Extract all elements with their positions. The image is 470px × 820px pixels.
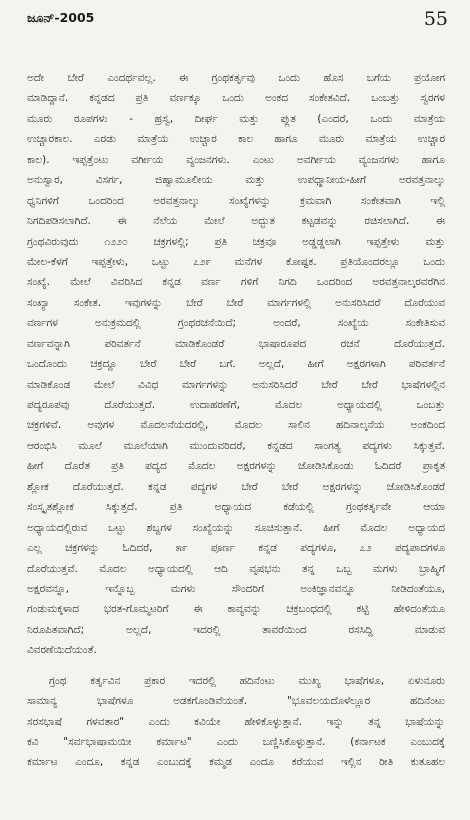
text-line: ಮೂರು ರೂಪಗಳು - ಹ್ರಸ್ವ, ದೀರ್ಘ ಮತ್ತು ಪ್ಲುತ (ಎಂದರೆ, ಒಂದು ಮಾತ್ರೆಯ [27,112,445,125]
text-line: ಉಚ್ಚಾರಕಾಲ. ಎರಡು ಮಾತ್ರೆಯ ಉಚ್ಚಾರ ಕಾಲ ಹಾಗೂ ಮೂರು ಮಾತ್ರೆಯ ಉಚ್ಚಾರ [27,133,445,146]
paragraph [27,68,445,661]
body-text [27,68,445,773]
text-line: ಗ್ರಂಥವಿರುವುದು ೧೨೨೦ ಚಕ್ರಗಳಲ್ಲಿ; ಪ್ರತಿ ಚಕ್ರವೂ ಅಡ್ಡಡ್ಡಲಾಗಿ ಇಪ್ಪತ್ತೇಳು ಮತ್ತು [27,235,445,248]
text-line: ವರ್ಣಗಳ ಅನುಕ್ರಮದಲ್ಲಿ ಗ್ರಂಥರಚನೆಯಿದೆ; ಅಂದರೆ, ಸಂಖ್ಯೆಯ ಸಂಕೇತಿಸುವ [27,317,445,330]
text-line: ಮಾಡಿದ್ದಾನೆ. ಕನ್ನಡದ ಪ್ರತಿ ವರ್ಣಕ್ಕೂ ಒಂದು ಅಂಕದ ಸಂಕೇತವಿದೆ. ಒಂಬತ್ತು ಸ್ವರಗಳ [27,92,445,105]
text-line: ಧ್ವನಿಗಳಿಗೆ ಒಂದರಿಂದ ಅರವತ್ತನಾಲ್ಕು ಸಂಖ್ಯೆಗಳನ್ನು ಕ್ರಮವಾಗಿ ಸಂಕೇತವಾಗಿ ಇಲ್ಲಿ [27,194,445,207]
text-line: ಗಂಡುಮಕ್ಕಳಾದ ಭರತ-ಗೊಮ್ಮಟರಿಗೆ ಈ ಕಾವ್ಯವನ್ನು ಚಕ್ರಬಂಧದಲ್ಲಿ ಕಟ್ಟಿ ಹೇಳಿದಂತೆಯೂ [27,603,445,616]
text-line: ಅಕ್ಷರವನ್ನೂ, ಇನ್ನೊಬ್ಬ ಮಗಳು ಸೌಂದರಿಗೆ ಅಂಕಿಜ್ಞಾನವನ್ನೂ ನೀಡಿದಂತೆಯೂ, [27,582,445,595]
text-line: ಸರಸಭಾಷೆ ಗಳವತಾರ" ಎಂದು ಕವಿಯೇ ಹೇಳಿಕೊಳ್ಳುತ್ತಾನೆ. ಇನ್ನು ತನ್ನ ಭಾಷೆಯನ್ನು [27,715,445,728]
text-line: ಅಧ್ಯಾಯದಲ್ಲಿರುವ ಒಟ್ಟು ಶಬ್ದಗಳ ಸಂಖ್ಯೆಯನ್ನು ಸೂಚಿಸುತ್ತಾನೆ. ಹೀಗೆ ಮೊದಲ ಅಧ್ಯಾಯದ [27,521,445,534]
text-line: ಮೇಲ-ಕೆಳಗೆ ಇಪ್ಪತ್ತೇಳು, ಒಟ್ಟು ೭೨೯ ಮನೆಗಳ ಕೋಷ್ಟಕ. ಪ್ರತಿಯೊಂದರಲ್ಲೂ ಒಂದು [27,255,445,268]
text-line: ಮಾಡಿಕೊಂಡ ಮೇಲೆ ವಿವಿಧ ಮಾರ್ಗಗಳನ್ನು ಅನುಸರಿಸಿದರೆ ಬೇರೆ ಬೇರೆ ಭಾಷೆಗಳಲ್ಲಿನ [27,378,445,391]
text-line: ದೊರೆಯುತ್ತವೆ. ಮೊದಲ ಅಧ್ಯಾಯದಲ್ಲಿ ಆದಿ ವೃಷಭನು ತನ್ನ ಒಬ್ಬ ಮಗಳು ಬ್ರಾಹ್ಮಿಗೆ [27,562,445,575]
text-line: ವರ್ಣವನ್ನಾಗಿ ಪರಿವರ್ತನೆ ಮಾಡಿಕೊಂಡರೆ ಭಾಷಾರೂಪದ ರಚನೆ ದೊರೆಯುತ್ತದೆ. [27,337,445,350]
text-line: ಸಂಸ್ಕೃತಶ್ಲೋಕ ಸಿಕ್ಕುತ್ತದೆ. ಪ್ರತಿ ಅಧ್ಯಾಯದ ಕಡೆಯಲ್ಲಿ ಗ್ರಂಥಕರ್ತೃವೇ ಆಯಾ [27,501,445,514]
text-line: ಕರ್ಮಾಟ ಎಂದೂ, ಕನ್ನಡ ಎಂಬುದಕ್ಕೆ ಕಮ್ಮಡ ಎಂದೂ ಕರೆಯುವ ಇಲ್ಲಿನ ರೀತಿ ಕುತೂಹಲ [27,756,445,769]
text-line: ಪದ್ಯರೂಪವು ದೊರೆಯುತ್ತದೆ. ಉದಾಹರಣೆಗೆ, ಮೊದಲ ಅಧ್ಯಾಯದಲ್ಲಿ ಒಂಬತ್ತು [27,399,445,411]
page-header [27,8,448,54]
running-head-date: ಜೂನ್-2005 [27,10,95,25]
text-line: ಅನುಸ್ವಾರ, ವಿಸರ್ಗ, ಜಿಹ್ವಾಮೂಲೀಯ ಮತ್ತು ಉಪಧ್ಮಾನೀಯ-ಹೀಗೆ ಅರವತ್ತನಾಲ್ಕು [27,174,445,187]
text-line: ಕವಿ "ಸರ್ವಭಾಷಾಮಯೀ ಕರ್ಮಾಟ" ಎಂದು ಬಣ್ಣಿಸಿಕೊಳ್ಳುತ್ತಾನೆ. (ಕರ್ನಾಟಕ ಎಂಬುದಕ್ಕೆ [27,736,445,748]
paragraph [27,671,445,773]
text-line: ನಿಗದಿಪಡಿಸಲಾಗಿದೆ. ಈ ನೆಲೆಯ ಮೇಲೆ ಅದ್ಭುತ ಕಟ್ಟಡವನ್ನು ರಚಿಸಲಾಗಿದೆ. ಈ [27,215,445,228]
page-number: 55 [423,8,448,30]
text-line: ಅದೇ ಬೇರೆ ಎಂದರ್ಥವಲ್ಲ. ಈ ಗ್ರಂಥಕರ್ತೃವು ಒಂದು ಹೊಸ ಬಗೆಯ ಪ್ರಯೋಗ [27,72,445,84]
text-line: ಕಾಲ). ಇಪ್ಪತ್ತೆಂಟು ವರ್ಗೀಯ ವ್ಯಂಜನಗಳು. ಎಂಟು ಅವರ್ಗೀಯ ವ್ಯಂಜನಗಳು ಹಾಗೂ [27,153,445,166]
text-line: ಚಕ್ರಗಳಿವೆ. ಅವುಗಳ ಮೊದಲನೆಯದರಲ್ಲಿ, ಮೊದಲ ಸಾಲಿನ ಹದಿನಾಲ್ಕನೆಯ ಅಂಕದಿಂದ [27,419,445,432]
text-line: ಎಲ್ಲ ಚಕ್ರಗಳನ್ನು ಓದಿದರೆ, ೫೯ ಪೂರ್ಣ ಕನ್ನಡ ಪದ್ಯಗಳೂ, ೭೨ ಪದ್ಯಪಾದಗಳೂ [27,542,445,555]
text-line: ಸಂಖ್ಯೆ. ಮೇಲೆ ವಿವರಿಸಿದ ಕನ್ನಡ ವರ್ಣ ಗಳಿಗೆ ನಿಗದಿ ಒಂದರಿಂದ ಅರವತ್ತನಾಲ್ಕರವರೆಗಿನ [27,276,445,289]
text-line: ಶ್ಲೋಕ ದೊರೆಯುತ್ತದೆ. ಕನ್ನಡ ಪದ್ಯಗಳ ಬೇರೆ ಬೇರೆ ಅಕ್ಷರಗಳನ್ನು ಜೋಡಿಸಿಕೊಂಡರೆ [27,480,445,493]
text-line: ಸಂಖ್ಯಾ ಸಂಕೇತ. ಇವುಗಳನ್ನು ಬೇರೆ ಬೇರೆ ಮಾರ್ಗಗಳಲ್ಲಿ ಅನುಸರಿಸಿದರೆ ದೊರೆಯುವ [27,296,445,309]
text-line: ಸಾಮಾನ್ಯ ಭಾಷೆಗಳೂ ಅಡಕಗೊಂಡಿವೆಯಂತೆ. "ಭೂವಲಯದೊಳೆಲ್ಲೂರ ಹದಿನೆಂಟು [27,695,445,708]
paragraph-gap [27,661,445,671]
text-line: ಆರಂಭಿಸಿ ಮೂಲೆ ಮೂಲೆಯಾಗಿ ಮುಂದುವರಿದರೆ, ಕನ್ನಡದ ಸಾಂಗತ್ಯ ಪದ್ಯಗಳು ಸಿಕ್ಕುತ್ತವೆ. [27,439,445,452]
text-line: ಒಂದೊಂದು ಚಕ್ರದ್ದೂ ಬೇರೆ ಬೇರೆ ಬಗೆ. ಅಲ್ಲದೆ, ಹೀಗೆ ಅಕ್ಷರಗಳಾಗಿ ಪರಿವರ್ತನೆ [27,358,445,371]
text-line: ನಿರೂಪಿತವಾಗಿದೆ; ಅಲ್ಲದೆ, ಇದರಲ್ಲಿ ತಾವರೆಯಿಂದ ರಸಸಿದ್ದಿ ಮಾಡುವ [27,623,445,636]
text-line: ವಿವರಣೆಯಿದೆಯಂತೆ. [27,644,97,657]
text-line: ಗ್ರಂಥ ಕರ್ತೃವಿನ ಪ್ರಕಾರ ಇದರಲ್ಲಿ ಹದಿನೆಂಟು ಮುಖ್ಯ ಭಾಷೆಗಳೂ, ಏಳುನೂರು [49,674,445,687]
text-line: ಹೀಗೆ ದೊರೆತ ಪ್ರತಿ ಪದ್ಯದ ಮೊದಲ ಅಕ್ಷರಗಳನ್ನು ಜೋಡಿಸಿಕೊಂಡು ಓದಿದರೆ ಪ್ರಾಕೃತ [27,460,445,473]
